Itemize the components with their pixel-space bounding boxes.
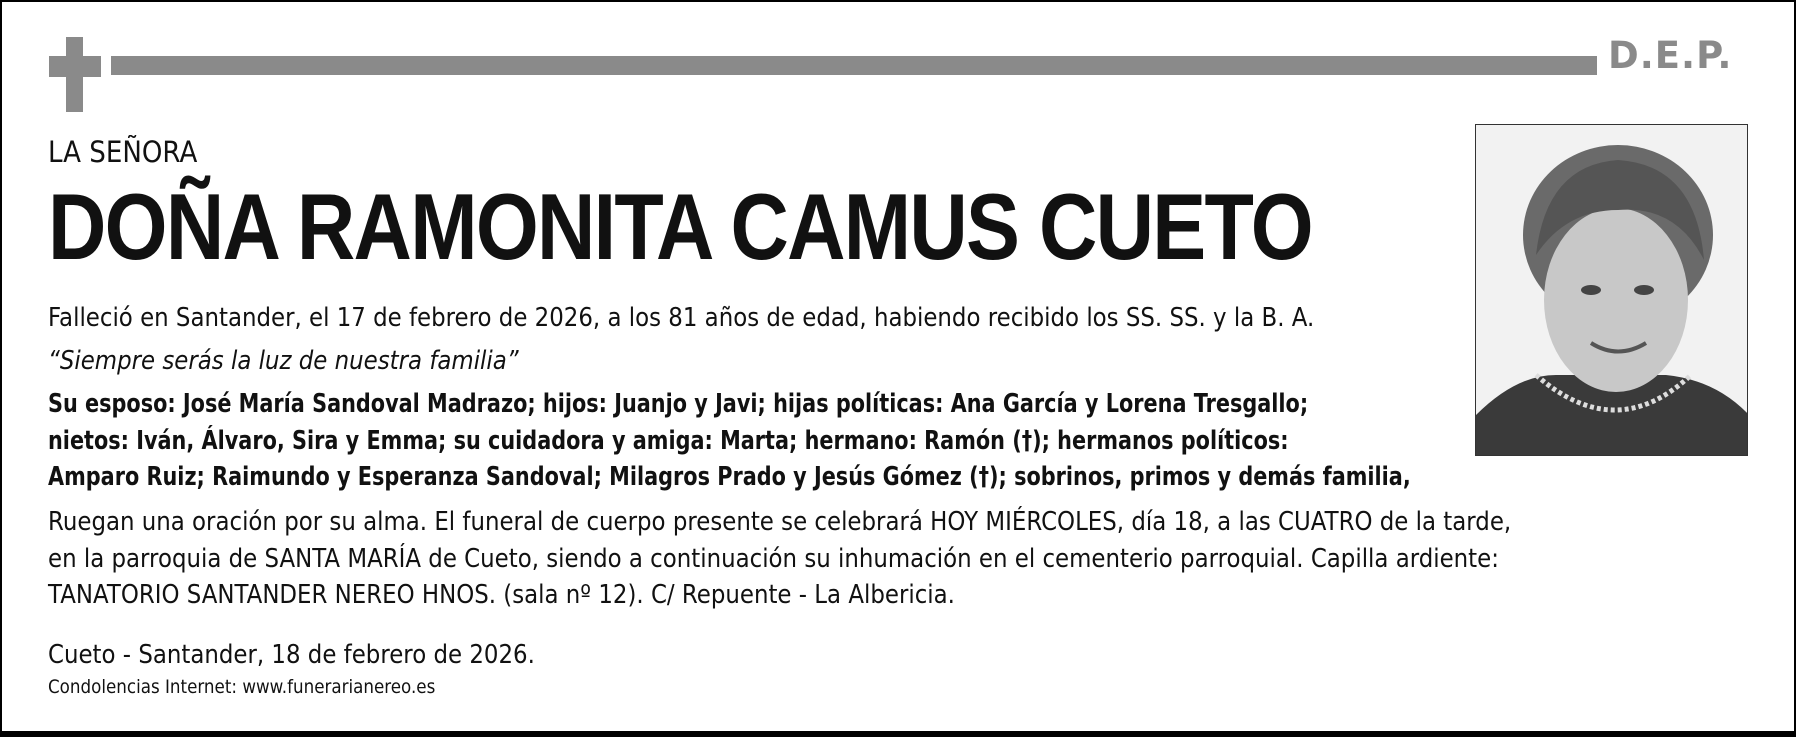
lead-title: LA SEÑORA <box>48 135 198 169</box>
memorial-quote: “Siempre serás la luz de nuestra familia” <box>48 346 519 376</box>
place-date: Cueto - Santander, 18 de febrero de 2026. <box>48 640 535 670</box>
condolences-link[interactable]: Condolencias Internet: www.funerarianereo.es <box>48 676 436 698</box>
dep-label: D.E.P. <box>1608 34 1733 77</box>
family-line: Amparo Ruiz; Raimundo y Esperanza Sandoval; Milagros Prado y Jesús Gómez (†); sobrinos, primos y demás familia, <box>48 462 1411 492</box>
funeral-line: en la parroquia de SANTA MARÍA de Cueto, siendo a continuación su inhumación en el cementerio parroquial. Capilla ardiente: <box>48 544 1499 574</box>
funeral-line: TANATORIO SANTANDER NEREO HNOS. (sala nº 12). C/ Repuente - La Albericia. <box>48 580 955 610</box>
deceased-photo <box>1475 124 1748 456</box>
funeral-line: Ruegan una oración por su alma. El funeral de cuerpo presente se celebrará HOY MIÉRCOLES, día 18, a las CUATRO de la tarde, <box>48 507 1512 537</box>
header-rule <box>111 56 1597 75</box>
death-details: Falleció en Santander, el 17 de febrero de 2026, a los 81 años de edad, habiendo recibido los SS. SS. y la B. A. <box>48 303 1315 333</box>
deceased-name: DOÑA RAMONITA CAMUS CUETO <box>48 174 1312 279</box>
cross-icon-arm <box>49 56 101 77</box>
family-line: Su esposo: José María Sandoval Madrazo; hijos: Juanjo y Javi; hijas políticas: Ana García y Lorena Tresgallo; <box>48 389 1309 419</box>
family-line: nietos: Iván, Álvaro, Sira y Emma; su cuidadora y amiga: Marta; hermano: Ramón (†); hermanos políticos: <box>48 426 1289 456</box>
